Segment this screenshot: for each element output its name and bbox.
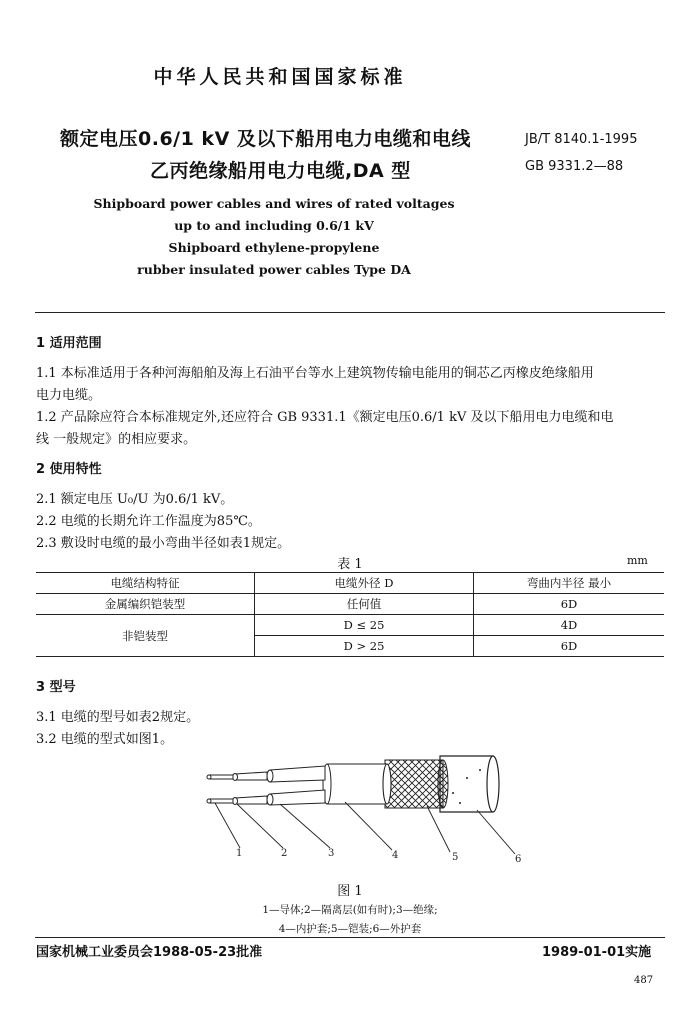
standard-code-gb: GB 9331.2—88 bbox=[525, 159, 624, 174]
section-3-heading: 3 型号 bbox=[36, 680, 76, 695]
clause-3-2: 3.2 电缆的型式如图1。 bbox=[36, 732, 174, 747]
standard-code-jb: JB/T 8140.1-1995 bbox=[525, 132, 638, 147]
clause-2-3: 2.3 敷设时电缆的最小弯曲半径如表1规定。 bbox=[36, 536, 291, 551]
title-cn-line1: 额定电压0.6/1 kV 及以下船用电力电缆和电线 bbox=[60, 128, 471, 150]
figure-label-6: 6 bbox=[515, 854, 522, 865]
table-cell: 6D bbox=[474, 594, 665, 615]
section-2-heading: 2 使用特性 bbox=[36, 462, 102, 477]
bending-radius-table bbox=[36, 572, 664, 657]
approval-date: 国家机械工业委员会1988-05-23批准 bbox=[36, 945, 263, 960]
table-row bbox=[36, 594, 664, 615]
table-cell: 4D bbox=[474, 615, 665, 636]
figure-label-3: 3 bbox=[328, 848, 335, 859]
table-cell: 6D bbox=[474, 636, 665, 657]
figure-label-4: 4 bbox=[392, 850, 399, 861]
section-1-heading: 1 适用范围 bbox=[36, 336, 102, 351]
insulated-cores bbox=[207, 766, 325, 805]
standard-org-title: 中华人民共和国国家标准 bbox=[153, 66, 407, 88]
header-divider bbox=[35, 312, 665, 313]
figure-label-5: 5 bbox=[452, 852, 459, 863]
table-header-cell: 电缆外径 D bbox=[255, 573, 474, 594]
figure-1-legend-line2: 4—内护套;5—铠装;6—外护套 bbox=[278, 923, 422, 935]
inner-sheath bbox=[323, 764, 391, 804]
table-cell: 金属编织铠装型 bbox=[36, 594, 255, 615]
clause-1-2-line2: 线 一般规定》的相应要求。 bbox=[36, 432, 197, 447]
table-cell: D ≤ 25 bbox=[255, 615, 474, 636]
figure-1-title: 图 1 bbox=[337, 884, 363, 899]
title-en-line3: Shipboard ethylene-propylene bbox=[168, 240, 380, 255]
footer-divider bbox=[35, 937, 665, 938]
clause-1-1-line1: 1.1 本标准适用于各种河海船舶及海上石油平台等水上建筑物传输电能用的铜芯乙丙橡皮绝缘船用 bbox=[36, 366, 594, 381]
armour-braid bbox=[385, 760, 448, 808]
figure-label-2: 2 bbox=[281, 848, 288, 859]
table-cell: 非铠装型 bbox=[36, 615, 255, 657]
table-cell: D > 25 bbox=[255, 636, 474, 657]
clause-1-1-line2: 电力电缆。 bbox=[36, 388, 102, 403]
table-header-cell: 电缆结构特征 bbox=[36, 573, 255, 594]
title-en-line2: up to and including 0.6/1 kV bbox=[174, 218, 374, 233]
cable-structure-figure bbox=[195, 748, 535, 868]
title-en-line1: Shipboard power cables and wires of rated voltages bbox=[93, 196, 455, 211]
table-header-cell: 弯曲内半径 最小 bbox=[474, 573, 665, 594]
implementation-date: 1989-01-01实施 bbox=[542, 945, 652, 960]
figure-label-1: 1 bbox=[236, 848, 243, 859]
clause-1-2-line1: 1.2 产品除应符合本标准规定外,还应符合 GB 9331.1《额定电压0.6/1 kV 及以下船用电力电缆和电 bbox=[36, 410, 614, 425]
table-cell: 任何值 bbox=[255, 594, 474, 615]
clause-2-1: 2.1 额定电压 U₀/U 为0.6/1 kV。 bbox=[36, 492, 234, 507]
table-1-unit: mm bbox=[627, 554, 648, 567]
page-number: 487 bbox=[634, 975, 654, 986]
clause-2-2: 2.2 电缆的长期允许工作温度为85℃。 bbox=[36, 514, 261, 529]
table-row bbox=[36, 615, 664, 636]
clause-3-1: 3.1 电缆的型号如表2规定。 bbox=[36, 710, 200, 725]
title-cn-line2: 乙丙绝缘船用电力电缆,DA 型 bbox=[150, 160, 411, 182]
outer-sheath bbox=[440, 756, 499, 812]
figure-1-legend-line1: 1—导体;2—隔离层(如有时);3—绝缘; bbox=[262, 904, 438, 916]
table-header-row bbox=[36, 573, 664, 594]
title-en-line4: rubber insulated power cables Type DA bbox=[137, 262, 411, 277]
table-1-caption: 表 1 bbox=[337, 557, 363, 572]
